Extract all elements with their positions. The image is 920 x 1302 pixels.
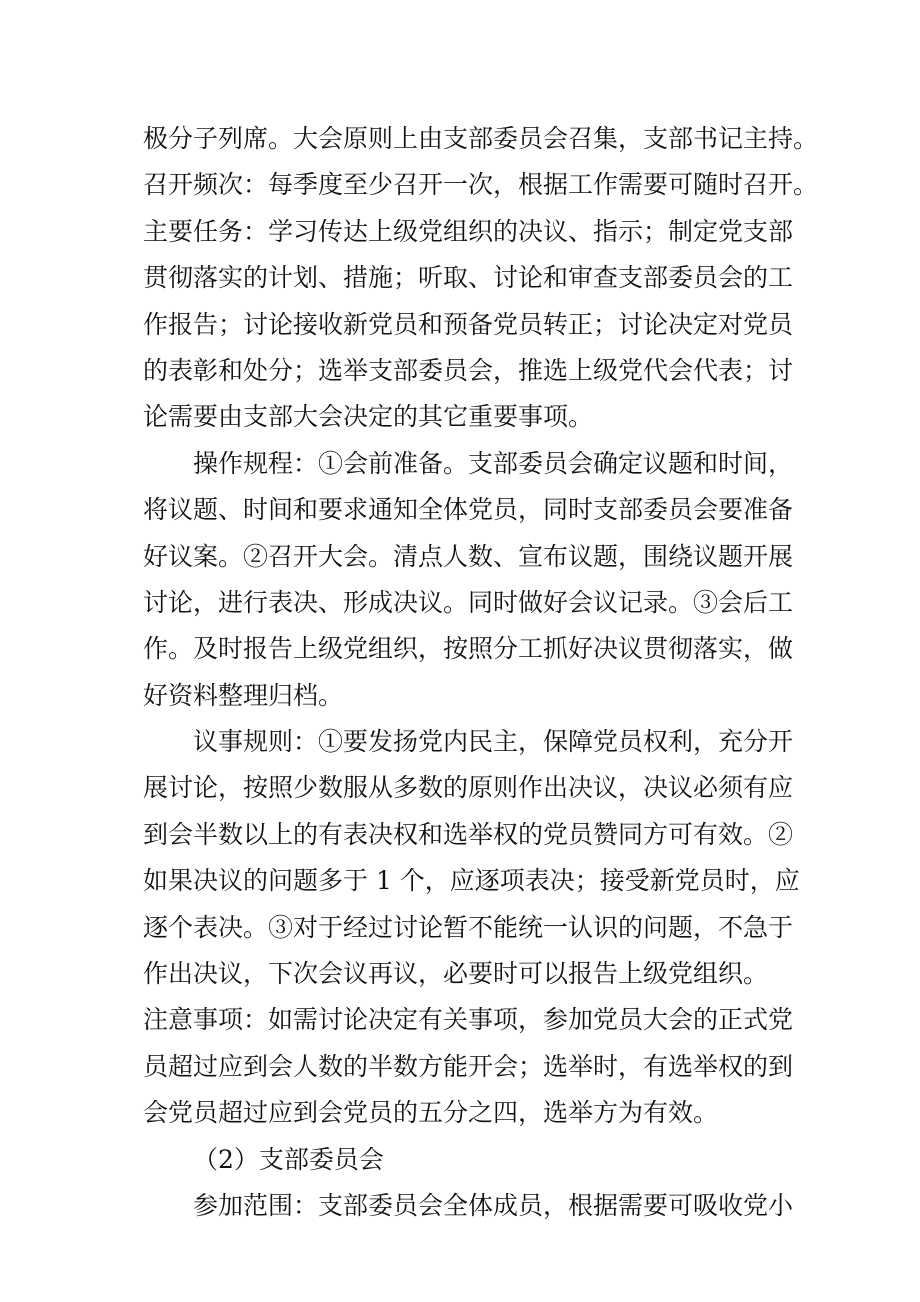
text-line: 议事规则：①要发扬党内民主，保障党员权利，充分开	[193, 727, 794, 757]
text-line: 的表彰和处分；选举支部委员会，推选上级党代会代表；讨	[143, 355, 794, 385]
text-line: 逐个表决。③对于经过讨论暂不能统一认识的问题，不急于	[143, 912, 794, 942]
text-line: 到会半数以上的有表决权和选举权的党员赞同方可有效。②	[143, 819, 794, 849]
text-line: 展讨论，按照少数服从多数的原则作出决议，决议必须有应	[143, 773, 794, 803]
text-line: 主要任务：学习传达上级党组织的决议、指示；制定党支部	[143, 216, 794, 246]
text-line: 作出决议，下次会议再议，必要时可以报告上级党组织。	[143, 959, 769, 989]
text-line: 参加范围：支部委员会全体成员，根据需要可吸收党小	[193, 1190, 794, 1220]
text-line: 将议题、时间和要求通知全体党员，同时支部委员会要准备	[143, 495, 794, 525]
text-line: 如果决议的问题多于 1 个，应逐项表决；接受新党员时，应	[143, 866, 800, 896]
text-line: （2）支部委员会	[193, 1144, 384, 1174]
text-line: 作报告；讨论接收新党员和预备党员转正；讨论决定对党员	[143, 309, 794, 339]
text-line: 作。及时报告上级党组织，按照分工抓好决议贯彻落实，做	[143, 634, 794, 664]
text-line: 极分子列席。大会原则上由支部委员会召集，支部书记主持。	[143, 124, 819, 153]
text-line: 贯彻落实的计划、措施；听取、讨论和审查支部委员会的工	[143, 263, 794, 293]
text-line: 操作规程：①会前准备。支部委员会确定议题和时间，	[193, 448, 794, 478]
document-body-text	[143, 116, 819, 1229]
text-line: 好议案。②召开大会。清点人数、宣布议题，围绕议题开展	[143, 541, 794, 571]
text-line: 注意事项：如需讨论决定有关事项，参加党员大会的正式党	[143, 1005, 794, 1035]
text-line: 论需要由支部大会决定的其它重要事项。	[143, 402, 594, 432]
text-line: 员超过应到会人数的半数方能开会；选举时，有选举权的到	[143, 1051, 794, 1081]
text-line: 好资料整理归档。	[143, 680, 344, 710]
text-line: 召开频次：每季度至少召开一次，根据工作需要可随时召开。	[143, 170, 819, 200]
text-line: 讨论，进行表决、形成决议。同时做好会议记录。③会后工	[143, 587, 794, 617]
text-line: 会党员超过应到会党员的五分之四，选举方为有效。	[143, 1098, 719, 1128]
